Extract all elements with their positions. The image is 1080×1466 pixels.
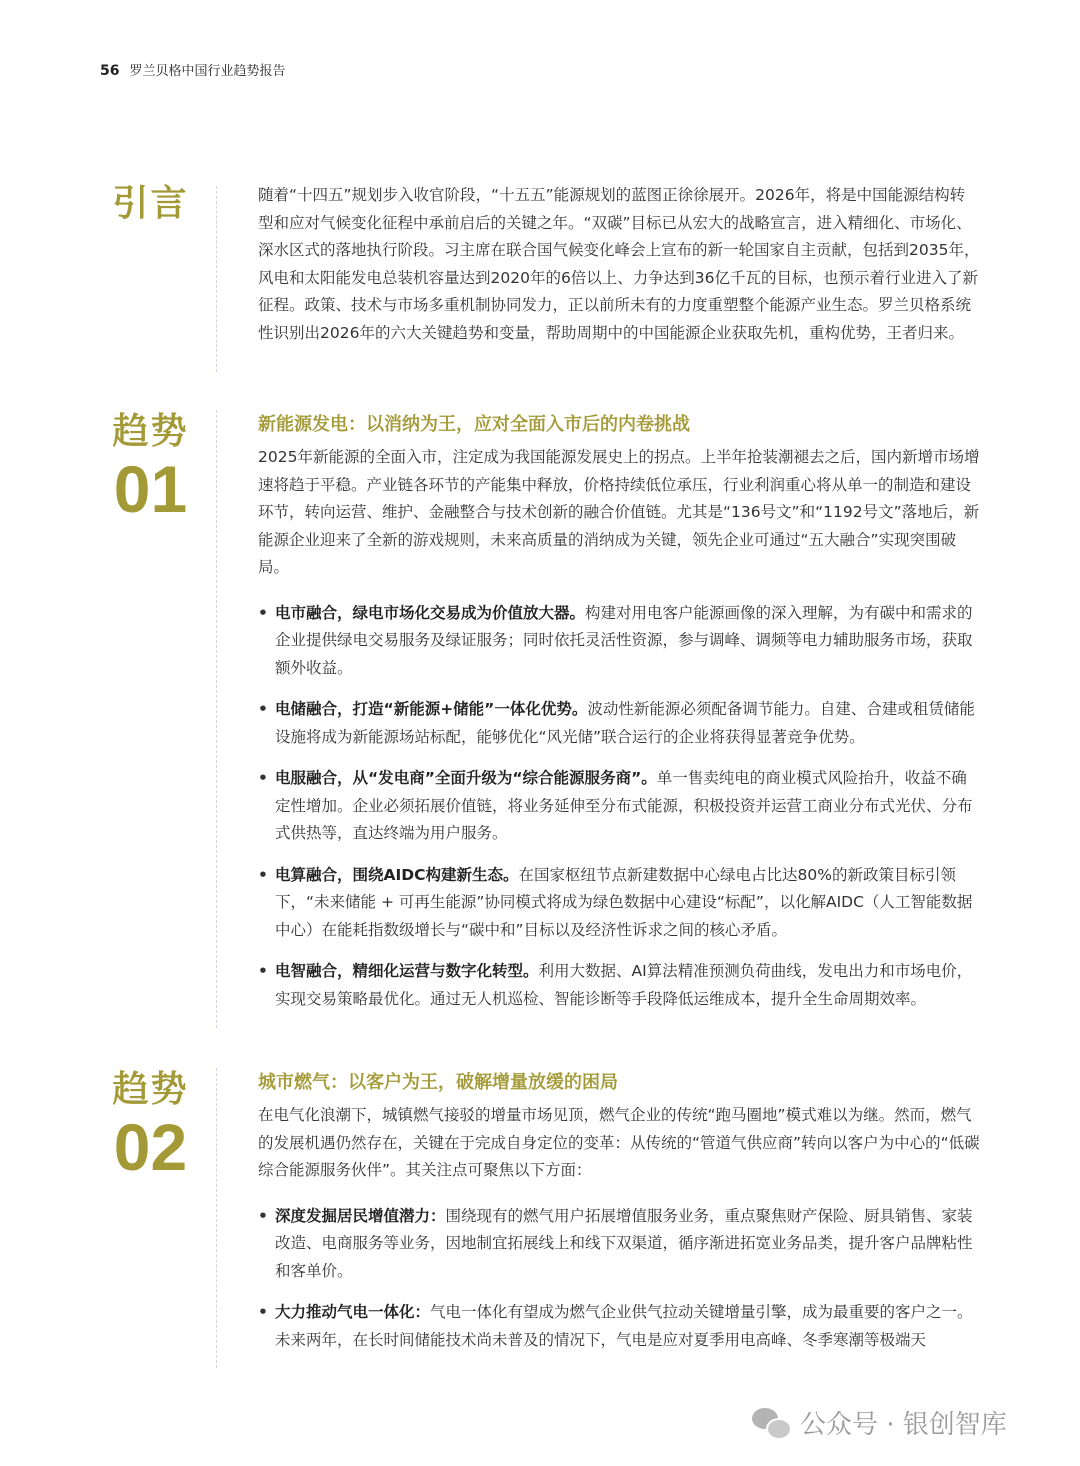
trend2-label [103, 1068, 198, 1182]
page-header [100, 60, 286, 79]
trend2-subtitle: 城市燃气：以客户为王，破解增量放缓的困局 [258, 1072, 618, 1093]
trend1-paragraph: 2025年新能源的全面入市，注定成为我国能源发展史上的拐点。上半年抢装潮褪去之后，国内新增市场增速将趋于平稳。产业链各环节的产能集中释放，价格持续低位承压，行业利润重心将从单一的制造和建设环节，转向运营、维护、金融整合与技术创新的融合价值链。尤其是“136号文”和“1192号文”落地后，新能源企业迎来了全新的游戏规则，未来高质量的消纳成为关键，领先企业可通过“五大融合”实现突围破局。 [258, 448, 980, 576]
list-item: • 大力推动气电一体化：气电一体化有望成为燃气企业供气拉动关键增量引擎，成为最重要的客户之一。未来两年，在长时间储能技术尚未普及的情况下，气电是应对夏季用电高峰、冬季寒潮等极端天 [258, 1299, 980, 1354]
trend2-label-number: 02 [113, 1110, 188, 1184]
divider-trend1 [216, 410, 217, 1028]
watermark [752, 1404, 1007, 1441]
trend1-label [103, 410, 198, 524]
trend2-label-word: 趋势 [112, 1069, 189, 1110]
wechat-icon [752, 1406, 792, 1440]
trend2-bullet-list [258, 1203, 980, 1355]
trend1-subtitle: 新能源发电：以消纳为王，应对全面入市后的内卷挑战 [258, 414, 690, 435]
divider-intro [216, 186, 217, 372]
list-item: • 电储融合，打造“新能源+储能”一体化优势。波动性新能源必须配备调节能力。自建、合建或租赁储能设施将成为新能源场站标配，能够优化“风光储”联合运行的企业将获得显著竞争优势。 [258, 696, 980, 751]
trend1-label-number: 01 [113, 452, 188, 526]
list-item: • 深度发掘居民增值潜力：围绕现有的燃气用户拓展增值服务业务，重点聚焦财产保险、厨具销售、家装改造、电商服务等业务，因地制宜拓展线上和线下双渠道，循序渐进拓宽业务品类，提升客户品牌粘性和客单价。 [258, 1203, 980, 1286]
list-item: • 电智融合，精细化运营与数字化转型。利用大数据、AI算法精准预测负荷曲线，发电出力和市场电价，实现交易策略最优化。通过无人机巡检、智能诊断等手段降低运维成本，提升全生命周期效率。 [258, 958, 980, 1013]
list-item: • 电市融合，绿电市场化交易成为价值放大器。构建对用电客户能源画像的深入理解，为有碳中和需求的企业提供绿电交易服务及绿证服务；同时依托灵活性资源，参与调峰、调频等电力辅助服务市场，获取额外收益。 [258, 600, 980, 683]
list-item: • 电算融合，围绕AIDC构建新生态。在国家枢纽节点新建数据中心绿电占比达80%的新政策目标引领下，“未来储能 + 可再生能源”协同模式将成为绿色数据中心建设“标配”，以化解AIDC（人工智能数据中心）在能耗指数级增长与“碳中和”目标以及经济性诉求之间的核心矛盾。 [258, 862, 980, 945]
divider-trend2 [216, 1068, 217, 1368]
trend2-paragraph: 在电气化浪潮下，城镇燃气接驳的增量市场见顶，燃气企业的传统“跑马圈地”模式难以为继。然而，燃气的发展机遇仍然存在，关键在于完成自身定位的变革：从传统的“管道气供应商”转向以客户为中心的“低碳综合能源服务伙伴”。其关注点可聚焦以下方面： [258, 1106, 980, 1179]
intro-text: 随着“十四五”规划步入收官阶段，“十五五”能源规划的蓝图正徐徐展开。2026年，将是中国能源结构转型和应对气候变化征程中承前启后的关键之年。“双碳”目标已从宏大的战略宣言，进入精细化、市场化、深水区式的落地执行阶段。习主席在联合国气候变化峰会上宣布的新一轮国家自主贡献，包括到2035年，风电和太阳能发电总装机容量达到2020年的6倍以上、力争达到36亿千瓦的目标，也预示着行业进入了新征程。政策、技术与市场多重机制协同发力，正以前所未有的力度重塑整个能源产业生态。罗兰贝格系统性识别出2026年的六大关键趋势和变量，帮助周期中的中国能源企业获取先机，重构优势，王者归来。 [258, 186, 980, 342]
page-number: 56 [100, 63, 120, 79]
intro-label: 引言 [112, 183, 189, 224]
intro-content [258, 182, 980, 347]
trend1-bullet-list [258, 600, 980, 1014]
watermark-text: 公众号 · 银创智库 [800, 1410, 1007, 1440]
trend1-content [258, 410, 980, 1013]
report-title: 罗兰贝格中国行业趋势报告 [129, 64, 286, 79]
list-item: • 电服融合，从“发电商”全面升级为“综合能源服务商”。单一售卖纯电的商业模式风险抬升，收益不确定性增加。企业必须拓展价值链，将业务延伸至分布式能源，积极投资并运营工商业分布式光伏、分布式供热等，直达终端为用户服务。 [258, 765, 980, 848]
trend2-content [258, 1068, 980, 1354]
trend1-label-word: 趋势 [112, 411, 189, 452]
